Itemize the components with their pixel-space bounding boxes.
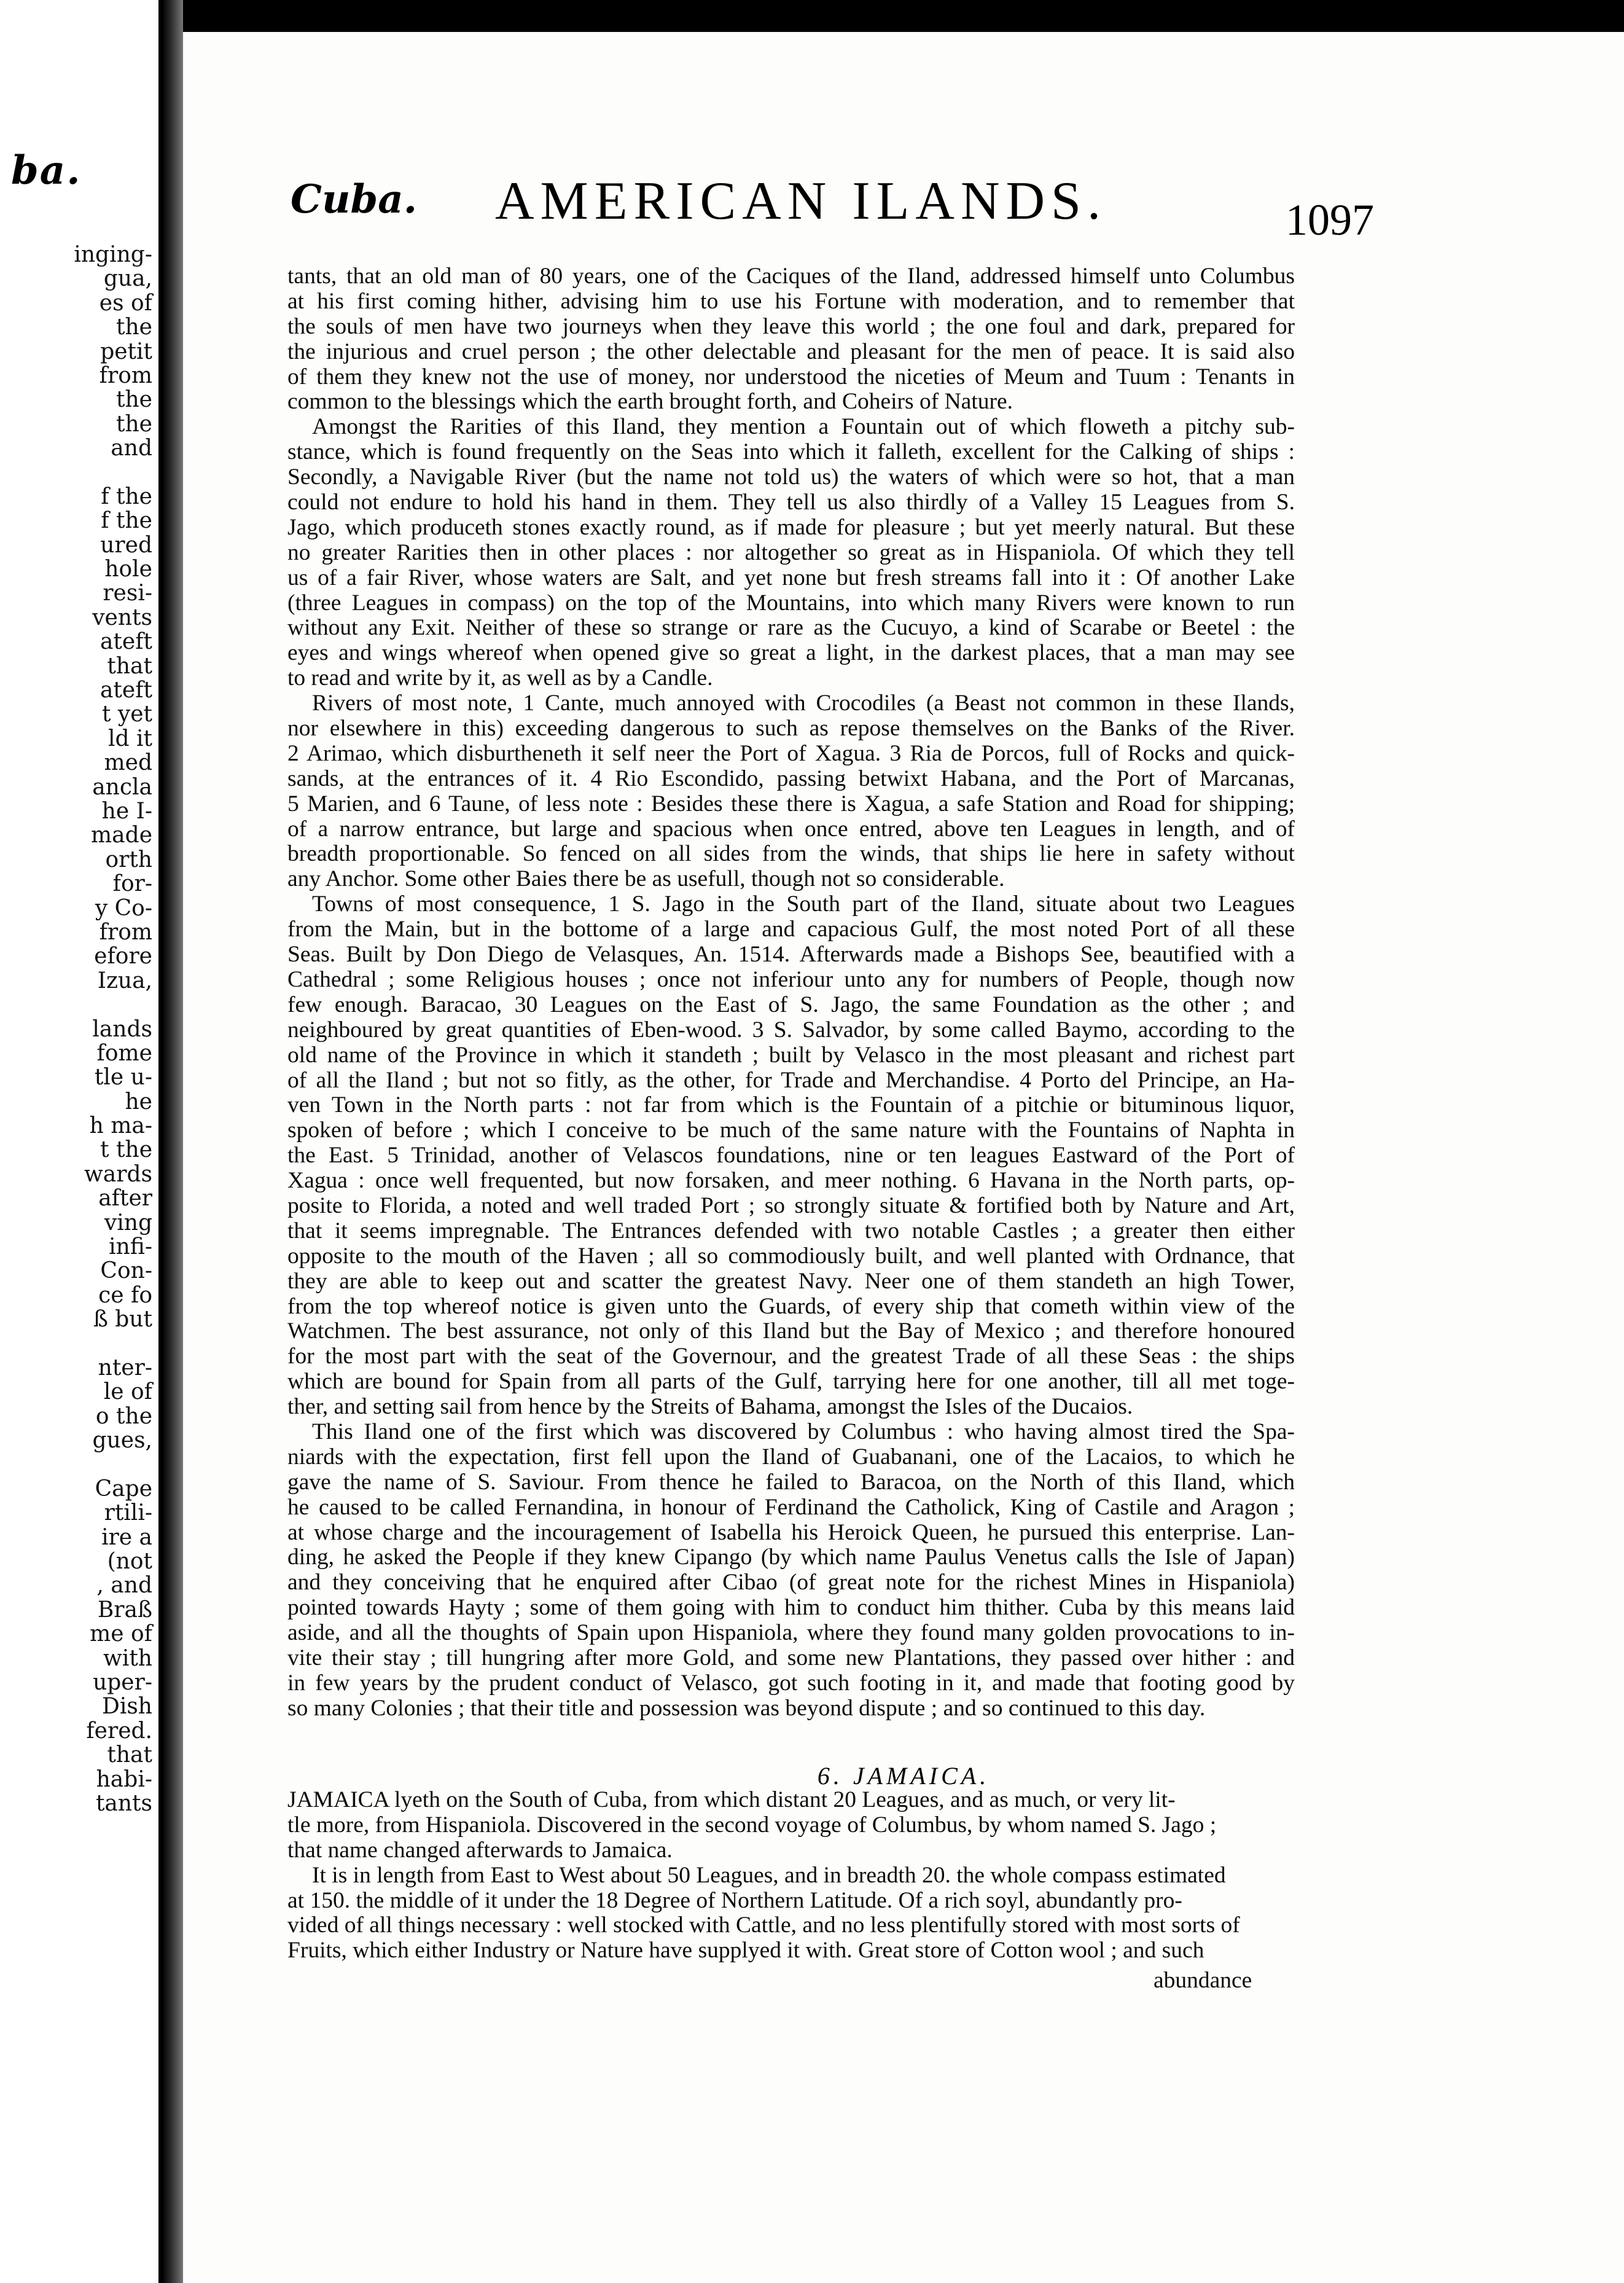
text-line: stance, which is found frequently on the Seas into which it falleth, excellent for the Calking of ships : [287,440,1295,465]
left-page-line: Con- [100,1258,152,1284]
text-line: the East. 5 Trinidad, another of Velascos foundations, nine or ten leagues Eastward of the Port of [287,1143,1295,1169]
text-line: eyes and wings whereof when opened give so great a light, in the darkest places, that a man may see [287,641,1295,666]
text-line: vite their stay ; till hungring after more Gold, and some new Plantations, they passed over hither : and [287,1645,1295,1670]
left-page-line: ateft [100,678,152,703]
book-gutter [162,0,183,2283]
text-line: us of a fair River, whose waters are Salt, and yet none but fresh streams fall into it : Of another Lake [287,565,1295,590]
body-text [287,264,1295,1721]
left-page-line [5,1453,152,1477]
text-line: posite to Florida, a noted and well traded Port ; so strongly situate & fortified both by Nature and Art, [287,1193,1295,1218]
left-page-line: ld it [108,726,152,751]
text-line: could not endure to hold his hand in them. They tell us also thirdly of a Valley 15 Leagues from S. [287,490,1295,515]
left-page-line: ancla [92,774,152,800]
text-line: spoken of before ; which I conceive to be much of the same nature with the Fountains of Naphta in [287,1118,1295,1143]
left-page-line: tle u- [94,1065,152,1091]
text-line: tants, that an old man of 80 years, one of the Caciques of the Iland, addressed himself unto Columbus [287,264,1295,289]
left-page-line: y Co- [95,895,152,921]
left-page-line: t yet [101,702,152,727]
text-line: Jago, which produceth stones exactly round, as if made for pleasure ; but yet meerly natural. But these [287,515,1295,540]
text-line: sands, at the entrances of it. 4 Rio Escondido, passing betwixt Habana, and the Port of Marcanas, [287,766,1295,791]
text-line: aside, and all the thoughts of Spain upon Hispaniola, where they found many golden provocations to in- [287,1621,1295,1646]
text-line: 5 Marien, and 6 Taune, of less note : Besides these there is Xagua, a safe Station and Road for shipping; [287,791,1295,816]
left-page-line: efore [94,944,152,969]
left-page-line: ving [104,1210,152,1235]
left-page-line: o the [95,1403,152,1429]
left-page-line [5,1332,152,1356]
text-line: nor elsewhere in this) exceeding dangerous to such as repose themselves on the Banks of the River. [287,716,1295,742]
left-page-line: es of [99,290,152,316]
text-line: (three Leagues in compass) on the top of the Mountains, into which many Rivers were known to run [287,590,1295,616]
left-page-line: me of [90,1621,152,1647]
left-page-line: t the [100,1137,152,1163]
left-page-line: rtili- [104,1500,152,1526]
left-page-line: ured [100,532,152,558]
left-page-line: le of [103,1379,152,1405]
left-page-line: that [107,653,152,679]
left-facing-page [0,0,162,2283]
page-number: 1097 [1286,195,1374,245]
left-page-line: Dish [101,1694,152,1720]
catchword: abundance [1154,1968,1252,1993]
left-page-line: ce fo [98,1282,152,1308]
left-page-line: made [91,823,152,848]
text-line: It is in length from East to West about 50 Leagues, and in breadth 20. the whole compass estimated [312,1863,1226,1888]
text-line: at 150. the middle of it under the 18 Degree of Northern Latitude. Of a rich soyl, abundantly pro- [287,1888,1182,1913]
text-line: ding, he asked the People if they knew Cipango (by which name Paulus Venetus calls the Isle of Japan) [287,1545,1295,1570]
left-page-line: from [99,362,152,388]
left-page-line: hole [104,557,152,582]
running-header-left: Cuba. [291,176,417,222]
text-line: This Iland one of the first which was discovered by Columbus : who having almost tired the Spa- [312,1419,1295,1444]
text-line: any Anchor. Some other Baies there be as usefull, though not so considerable. [287,867,1005,892]
left-page-header-fragment: ba. [11,147,82,194]
text-line: from the top whereof notice is given unto the Guards, of every ship that cometh within view of the [287,1294,1295,1319]
left-page-line: and [111,436,152,461]
text-line: at whose charge and the incouragement of Isabella his Heroick Queen, he pursued this enterprise. Lan- [287,1520,1295,1545]
left-page-line: gua, [103,266,152,292]
left-page-line: f the [101,484,152,509]
text-line: Rivers of most note, 1 Cante, much annoyed with Crocodiles (a Beast not common in these Ilands, [312,691,1295,716]
left-page-line: wards [84,1161,152,1187]
text-line: of all the Iland ; but not so fitly, as the other, for Trade and Merchandise. 4 Porto del Principe, an Ha- [287,1068,1295,1093]
text-line: without any Exit. Neither of these so strange or rare as the Cucuyo, a kind of Scarabe or Beetel : the [287,616,1295,641]
left-page-line: he [125,1089,152,1114]
text-line: at his first coming hither, advising him to use his Fortune with moderation, and to remember that [287,289,1295,314]
left-page-line: petit [100,339,152,364]
left-page-line: Cape [95,1476,152,1502]
text-line: pointed towards Hayty ; some of them going with him to conduct him thither. Cuba by this means laid [287,1596,1295,1621]
left-page-line: uper- [93,1670,152,1696]
text-line: tle more, from Hispaniola. Discovered in the second voyage of Columbus, by whom named S. Jago ; [287,1812,1217,1838]
left-page-line: lands [92,1016,152,1042]
text-line: in few years by the prudent conduct of Velasco, got such footing in it, and made that footing good by [287,1670,1295,1696]
text-line: Watchmen. The best assurance, not only of this Iland but the Bay of Mexico ; and therefore honoured [287,1319,1295,1344]
text-line: no greater Rarities then in other places : nor altogether so great as in Hispaniola. Of which they tell [287,540,1295,565]
left-page-line: for- [112,871,152,897]
left-page-line: h ma- [89,1113,152,1139]
text-line: of them they knew not the use of money, nor understood the niceties of Meum and Tuum : Tenants in [287,364,1295,390]
text-line: Xagua : once well frequented, but now forsaken, and meer nothing. 6 Havana in the North parts, op- [287,1169,1295,1194]
left-page-line: vents [92,605,152,630]
left-page-line: the [116,411,152,437]
text-line: to read and write by it, as well as by a Candle. [287,666,713,691]
left-page-line: gues, [92,1428,152,1454]
left-page-line [5,993,152,1017]
left-page-line: fered. [86,1718,152,1744]
left-page-line: fome [96,1040,152,1066]
left-page-line: inging- [74,242,152,267]
left-page-line: , and [96,1573,152,1599]
left-page-line: infi- [109,1234,152,1260]
left-page-line: tants [95,1791,152,1816]
text-line: Secondly, a Navigable River (but the name not told us) the waters of which were so hot, that a man [287,465,1295,490]
left-page-line: Izua, [97,968,152,993]
text-line: opposite to the mouth of the Haven ; all so commodiously built, and well planted with Ordnance, that [287,1243,1295,1269]
text-line: vided of all things necessary : well stocked with Cattle, and no less plentifully stored with most sorts of [287,1913,1240,1938]
running-header-title: AMERICAN ILANDS. [495,171,1107,231]
text-line: so many Colonies ; that their title and possession was beyond dispute ; and so continued to this day. [287,1696,1206,1721]
left-page-line: that [107,1742,152,1768]
left-page-line: from [99,919,152,945]
text-line: Amongst the Rarities of this Iland, they mention a Fountain out of which floweth a pitchy sub- [312,415,1295,440]
text-line: that it seems impregnable. The Entrances defended with two notable Castles ; a greater then either [287,1218,1295,1243]
text-line: Seas. Built by Don Diego de Velasques, An. 1514. Afterwards made a Bishops See, beautified with a [287,942,1295,968]
text-line: they are able to keep out and scatter the greatest Navy. Neer one of them standeth an high Tower, [287,1269,1295,1294]
text-line: niards with the expectation, first fell upon the Iland of Guabanani, one of the Lacaios, to which he [287,1444,1295,1470]
text-line: ther, and setting sail from hence by the Streits of Bahama, amongst the Isles of the Ducaios. [287,1395,1133,1420]
left-page-line: med [104,750,152,776]
text-line: the injurious and cruel person ; the other delectable and pleasant for the men of peace. It is said also [287,339,1295,364]
text-line: JAMAICA lyeth on the South of Cuba, from which distant 20 Leagues, and as much, or very lit- [287,1788,1176,1812]
text-line: the souls of men have two journeys when they leave this world ; the one foul and dark, prepared for [287,314,1295,339]
text-line: Towns of most consequence, 1 S. Jago in the South part of the Iland, situate about two Leagues [312,892,1295,917]
text-line: Cathedral ; some Religious houses ; once not inferiour unto any for numbers of People, though now [287,967,1295,992]
left-page-line: Braß [97,1597,152,1623]
left-page-line: habi- [96,1766,152,1792]
left-page-line: the [116,387,152,413]
section-heading: 6. JAMAICA. [817,1762,990,1790]
text-line: common to the blessings which the earth brought forth, and Coheirs of Nature. [287,390,1013,415]
text-line: and they conceiving that he enquired after Cibao (of great note for the richest Mines in Hispaniola) [287,1570,1295,1596]
text-line: ven Town in the North parts : not far from which is the Fountain of a pitchie or bituminous liquor, [287,1093,1295,1118]
text-line: that name changed afterwards to Jamaica. [287,1838,673,1863]
left-page-text-column [5,243,152,1815]
left-page-line: he I- [101,798,152,824]
left-page-line: (not [107,1549,152,1575]
left-page-line: nter- [98,1355,152,1380]
text-line: which are bound for Spain from all parts of the Gulf, tarrying here for one another, till all met toge- [287,1369,1295,1395]
text-line: few enough. Baracao, 30 Leagues on the East of S. Jago, the same Foundation as the other ; and [287,992,1295,1017]
left-page-line: the [116,315,152,340]
text-line: he caused to be called Fernandina, in honour of Ferdinand the Catholick, King of Castile and Aragon ; [287,1495,1295,1520]
text-line: old name of the Province in which it standeth ; built by Velasco in the most pleasant and richest part [287,1043,1295,1068]
text-line: breadth proportionable. So fenced on all sides from the winds, that ships lie here in safety without [287,842,1295,867]
left-page-line: orth [105,847,152,872]
text-line: of a narrow entrance, but large and spacious when once entred, above ten Leagues in length, and of [287,816,1295,842]
left-page-line: ß but [93,1307,152,1333]
jamaica-section-text [287,1788,1295,1964]
left-page-line: ire a [101,1524,152,1550]
left-page-line: with [103,1645,152,1671]
book-page [183,32,1624,2283]
text-line: Fruits, which either Industry or Nature have supplyed it with. Great store of Cotton wool ; and such [287,1938,1204,1964]
text-line: for the most part with the seat of the Governour, and the greatest Trade of all these Seas : the ships [287,1344,1295,1369]
text-line: 2 Arimao, which disburtheneth it self neer the Port of Xagua. 3 Ria de Porcos, full of Rocks and quick- [287,741,1295,766]
left-page-line: ateft [100,629,152,655]
text-line: from the Main, but in the bottome of a large and capacious Gulf, the most noted Port of all these [287,917,1295,942]
left-page-line: f the [101,508,152,534]
left-page-line: after [98,1186,152,1212]
text-line: gave the name of S. Saviour. From thence he failed to Baracoa, on the North of this Iland, which [287,1470,1295,1495]
text-line: neighboured by great quantities of Eben-wood. 3 S. Salvador, by some called Baymo, according to the [287,1017,1295,1043]
left-page-line: resi- [103,581,152,606]
left-page-line [5,461,152,485]
